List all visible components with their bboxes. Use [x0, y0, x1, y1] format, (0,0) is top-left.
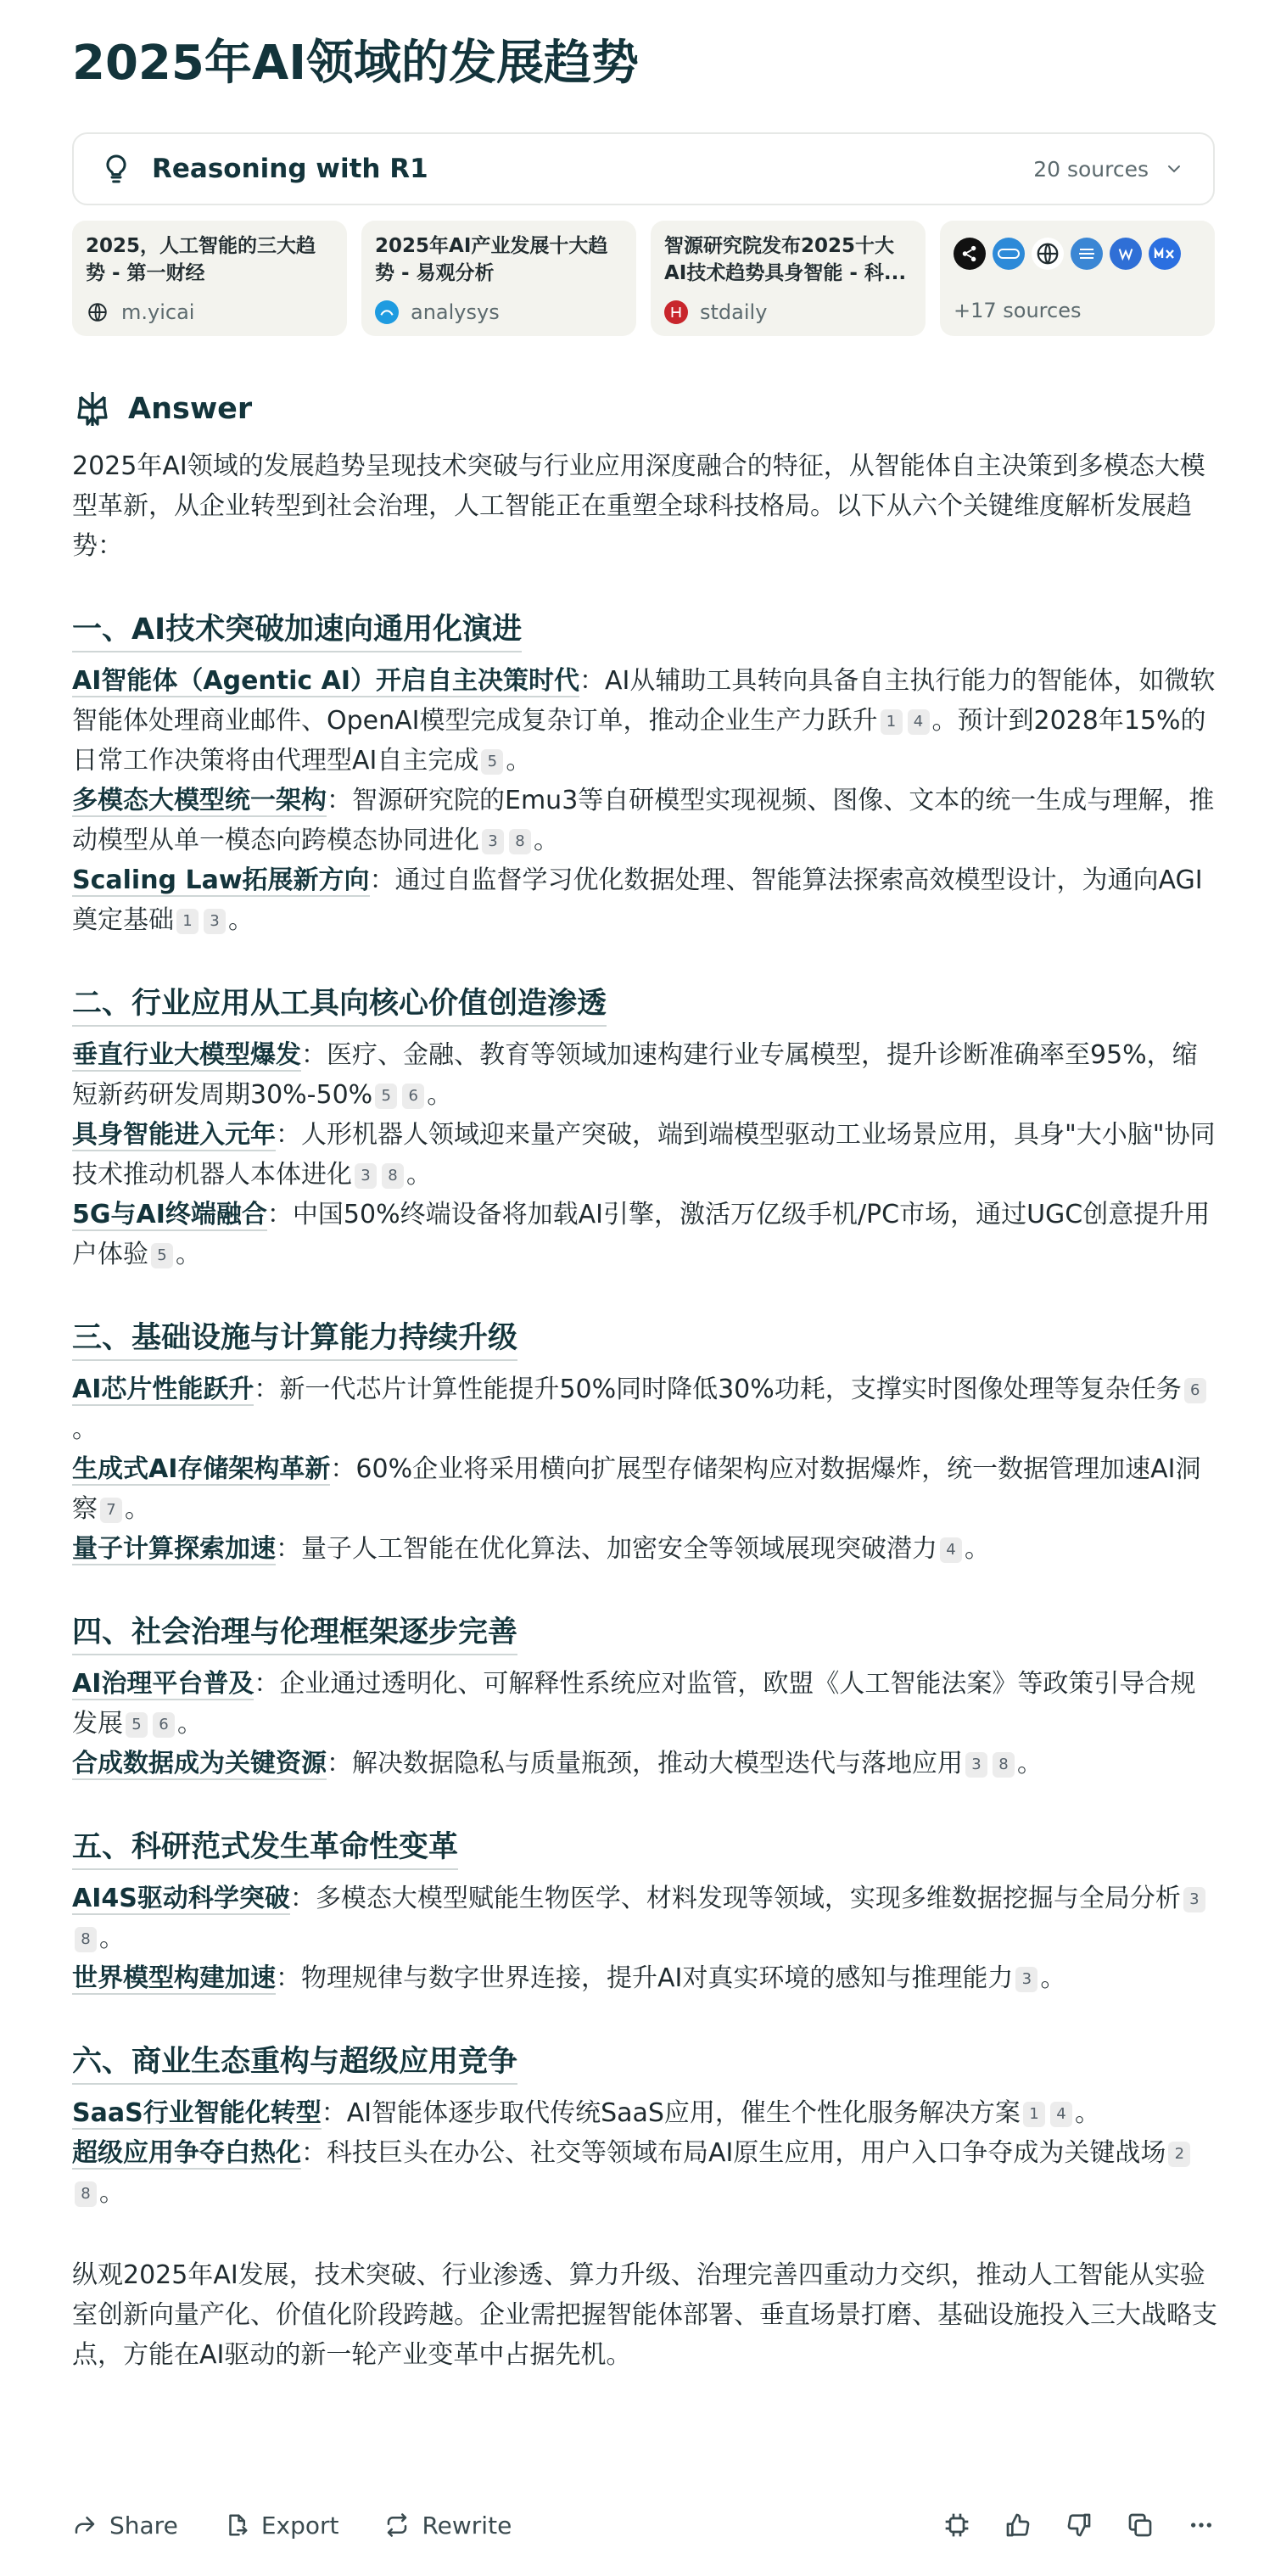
source-title: 2025年AI产业发展十大趋势 - 易观分析 — [375, 235, 608, 284]
rewrite-label: Rewrite — [422, 2511, 512, 2540]
bullet-term[interactable]: 具身智能进入元年 — [72, 1120, 276, 1150]
bullet-end: 。 — [1017, 1749, 1043, 1778]
source-favicon-icon — [993, 238, 1025, 270]
answer-label: Answer — [128, 392, 253, 426]
bullet-term[interactable]: 合成数据成为关键资源 — [72, 1749, 327, 1778]
answer-header — [72, 389, 252, 429]
share-label: Share — [109, 2511, 178, 2540]
export-label: Export — [260, 2511, 339, 2540]
answer-section — [72, 608, 1217, 940]
citation-badge[interactable]: 6 — [402, 1084, 424, 1109]
share-icon — [954, 238, 986, 270]
mx-icon — [1149, 238, 1181, 270]
bullet-end: 。 — [99, 2178, 125, 2208]
citation-badge[interactable]: 6 — [1184, 1378, 1206, 1403]
share-button[interactable] — [72, 2512, 178, 2540]
section-heading: 四、社会治理与伦理框架逐步完善 — [72, 1611, 517, 1655]
bullet-text: ：AI智能体逐步取代传统SaaS应用，催生个性化服务解决方案 — [321, 2098, 1021, 2128]
bullet-text: ：新一代芯片计算性能提升50%同时降低30%功耗，支撑实时图像处理等复杂任务 — [254, 1375, 1182, 1404]
section-heading: 三、基础设施与计算能力持续升级 — [72, 1317, 517, 1361]
bullet-term[interactable]: AI芯片性能跃升 — [72, 1375, 254, 1404]
citation-badge[interactable]: 3 — [355, 1163, 377, 1189]
citation-badge[interactable]: 7 — [100, 1498, 122, 1523]
rewrite-button[interactable] — [384, 2512, 512, 2540]
bullet-text: ：智源研究院的Emu3等自研模型实现视频、图像、文本的统一生成与理解，推动模型从单一模态向跨模态协同进化 — [72, 786, 1215, 855]
source-card[interactable] — [361, 221, 636, 336]
citation-badge[interactable]: 3 — [965, 1752, 987, 1778]
share-arrow-icon — [72, 2512, 98, 2538]
copy-icon[interactable] — [1127, 2512, 1154, 2539]
section-heading: 一、AI技术突破加速向通用化演进 — [72, 608, 522, 652]
answer-section — [72, 1611, 1217, 1784]
bullet-text: ：解决数据隐私与质量瓶颈，推动大模型迭代与落地应用 — [327, 1749, 963, 1778]
bullet-text: ：人形机器人领域迎来量产突破，端到端模型驱动工业场景应用，具身"大小脑"协同技术推动机器人本体进化 — [72, 1120, 1216, 1190]
citation-badge[interactable]: 4 — [908, 709, 930, 735]
bullet-item — [72, 1664, 1217, 1744]
bullet-term[interactable]: 多模态大模型统一架构 — [72, 786, 327, 815]
bullet-item — [72, 860, 1217, 940]
thumbs-down-icon[interactable] — [1065, 2512, 1093, 2539]
citation-badge[interactable]: 5 — [151, 1243, 173, 1268]
bullet-item — [72, 1449, 1217, 1529]
sources-count[interactable]: 20 sources — [1033, 156, 1149, 182]
bullet-end: 。 — [406, 1160, 432, 1190]
bullet-end: 。 — [125, 1494, 150, 1524]
citation-badge[interactable]: 1 — [1023, 2102, 1045, 2127]
lightbulb-icon — [99, 152, 133, 186]
bullet-item — [72, 2093, 1217, 2133]
citation-badge[interactable]: 8 — [993, 1752, 1015, 1778]
bullet-term[interactable]: Scaling Law拓展新方向 — [72, 865, 370, 895]
citation-badge[interactable]: 4 — [940, 1537, 962, 1563]
chevron-down-icon[interactable] — [1164, 159, 1184, 179]
reasoning-label: Reasoning with R1 — [152, 154, 428, 184]
bullet-end: 。 — [228, 905, 254, 935]
citation-badge[interactable]: 5 — [375, 1084, 397, 1109]
section-heading: 五、科研范式发生革命性变革 — [72, 1826, 458, 1870]
bullet-term[interactable]: 生成式AI存储架构革新 — [72, 1454, 331, 1484]
export-button[interactable] — [224, 2512, 339, 2540]
thumbs-up-icon[interactable] — [1004, 2512, 1032, 2539]
bullet-term[interactable]: 垂直行业大模型爆发 — [72, 1040, 301, 1070]
citation-badge[interactable]: 8 — [75, 2181, 97, 2207]
bullet-term[interactable]: AI智能体（Agentic AI）开启自主决策时代 — [72, 666, 580, 696]
bullet-term[interactable]: 超级应用争夺白热化 — [72, 2138, 301, 2168]
bullet-end: 。 — [965, 1534, 990, 1564]
bullet-text: ：企业通过透明化、可解释性系统应对监管，欧盟《人工智能法案》等政策引导合规发展 — [72, 1669, 1196, 1739]
rewrite-icon — [384, 2512, 410, 2538]
bullet-end: 。 — [1040, 1963, 1066, 1993]
source-card[interactable] — [72, 221, 347, 336]
answer-section — [72, 983, 1217, 1274]
bullet-text: ：量子人工智能在优化算法、加密安全等领域展现突破潜力 — [276, 1534, 937, 1564]
globe-icon — [86, 300, 109, 324]
bullet-item — [72, 1744, 1217, 1784]
citation-badge[interactable]: 3 — [1183, 1887, 1205, 1912]
bullet-term[interactable]: 世界模型构建加速 — [72, 1963, 276, 1993]
citation-badge[interactable]: 8 — [382, 1163, 404, 1189]
bullet-end: 。 — [177, 1709, 203, 1739]
citation-badge[interactable]: 5 — [481, 749, 503, 775]
bullet-term[interactable]: 5G与AI终端融合 — [72, 1200, 267, 1229]
bullet-end: 。 — [72, 1414, 98, 1444]
source-title: 2025，人工智能的三大趋势 - 第一财经 — [86, 235, 316, 284]
more-sources-label: +17 sources — [954, 299, 1082, 322]
section-heading: 二、行业应用从工具向核心价值创造渗透 — [72, 983, 607, 1027]
bullet-text: ：科技巨头在办公、社交等领域布局AI原生应用，用户入口争夺成为关键战场 — [301, 2138, 1166, 2168]
answer-section — [72, 1826, 1217, 1998]
bullet-end: 。 — [176, 1240, 201, 1269]
bullet-text: ：医疗、金融、教育等领域加速构建行业专属模型，提升诊断准确率至95%，缩短新药研发周期30%-50% — [72, 1040, 1198, 1110]
bullet-end: 。 — [1074, 2098, 1100, 2128]
sources-row — [72, 221, 1215, 336]
citation-badge[interactable]: 3 — [204, 909, 226, 934]
bullet-text: ：中国50%终端设备将加载AI引擎，激活万亿级手机/PC市场，通过UGC创意提升用户体验 — [72, 1200, 1211, 1269]
bullet-item — [72, 1035, 1217, 1115]
answer-summary: 纵观2025年AI发展，技术突破、行业渗透、算力升级、治理完善四重动力交织，推动人工智能从实验室创新向量产化、价值化阶段跨越。企业需把握智能体部署、垂直场景打磨、基础设施投入三大战略支点，方能在AI驱动的新一轮产业变革中占据先机。 — [72, 2260, 1217, 2370]
perplexity-logo-icon — [72, 389, 113, 429]
more-sources-card[interactable] — [940, 221, 1215, 336]
reasoning-panel[interactable] — [72, 132, 1215, 205]
bullet-term[interactable]: AI4S驱动科学突破 — [72, 1884, 290, 1913]
answer-intro: 2025年AI领域的发展趋势呈现技术突破与行业应用深度融合的特征，从智能体自主决策到多模态大模型革新，从企业转型到社会治理，人工智能正在重塑全球科技格局。以下从六个关键维度解析发展趋势： — [72, 451, 1205, 561]
bullet-term[interactable]: AI治理平台普及 — [72, 1669, 254, 1699]
bullet-item — [72, 1115, 1217, 1195]
citation-badge[interactable]: 8 — [75, 1927, 97, 1952]
source-title: 智源研究院发布2025十大AI技术趋势具身智能 - 科... — [664, 235, 907, 284]
bullet-item — [72, 1529, 1217, 1569]
section-heading: 六、商业生态重构与超级应用竞争 — [72, 2041, 517, 2085]
bullet-item — [72, 1958, 1217, 1998]
bullet-text: ：通过自监督学习优化数据处理、智能算法探索高效模型设计，为通向AGI奠定基础 — [72, 865, 1203, 935]
citation-badge[interactable]: 1 — [881, 709, 903, 735]
citation-badge[interactable]: 4 — [1050, 2102, 1072, 2127]
answer-section — [72, 1317, 1217, 1569]
bullet-text: ：多模态大模型赋能生物医学、材料发现等领域，实现多维数据挖掘与全局分析 — [289, 1884, 1181, 1913]
bullet-end: 。 — [534, 826, 559, 855]
wordpress-icon — [1110, 238, 1142, 270]
answer-content — [72, 446, 1217, 2375]
citation-badge[interactable]: 2 — [1168, 2142, 1190, 2167]
bullet-item — [72, 1195, 1217, 1274]
chip-icon[interactable] — [943, 2512, 970, 2539]
page-title: 2025年AI领域的发展趋势 — [72, 36, 640, 91]
bullet-text: ：AI从辅助工具转向具备自主执行能力的智能体，如微软智能体处理商业邮件、OpenAI模型完成复杂订单，推动企业生产力跃升 — [72, 666, 1216, 736]
bullet-text: 。预计到2028年15%的日常工作决策将由代理型AI自主完成 — [72, 706, 1206, 776]
citation-badge[interactable]: 3 — [1015, 1967, 1037, 1992]
globe-icon — [1032, 238, 1064, 270]
bullet-item — [72, 661, 1217, 781]
bullet-end: 。 — [99, 1924, 125, 1953]
bullet-item — [72, 1879, 1217, 1958]
citation-badge[interactable]: 3 — [482, 829, 504, 854]
analysys-icon — [375, 300, 399, 324]
bullet-term[interactable]: 量子计算探索加速 — [72, 1534, 276, 1564]
source-card[interactable] — [651, 221, 926, 336]
citation-badge[interactable]: 1 — [176, 909, 199, 934]
action-bar — [72, 2501, 1215, 2549]
citation-badge[interactable]: 5 — [126, 1712, 148, 1738]
bullet-end: 。 — [506, 746, 532, 776]
more-options-icon[interactable] — [1188, 2512, 1215, 2539]
export-file-icon — [224, 2512, 249, 2538]
stdaily-icon — [664, 300, 688, 324]
source-domain: analysys — [411, 300, 500, 324]
bullet-item — [72, 1369, 1217, 1449]
answer-section — [72, 2041, 1217, 2213]
bullet-item — [72, 781, 1217, 860]
stripes-icon — [1071, 238, 1103, 270]
bullet-text: ：物理规律与数字世界连接，提升AI对真实环境的感知与推理能力 — [276, 1963, 1014, 1993]
bullet-end: 。 — [427, 1080, 453, 1110]
bullet-term[interactable]: SaaS行业智能化转型 — [72, 2098, 322, 2128]
bullet-item — [72, 2133, 1217, 2213]
source-domain: m.yicai — [121, 300, 195, 324]
citation-badge[interactable]: 6 — [153, 1712, 175, 1738]
bullet-text: ：60%企业将采用横向扩展型存储架构应对数据爆炸，统一数据管理加速AI洞察 — [72, 1454, 1201, 1524]
source-domain: stdaily — [700, 300, 768, 324]
citation-badge[interactable]: 8 — [509, 829, 531, 854]
